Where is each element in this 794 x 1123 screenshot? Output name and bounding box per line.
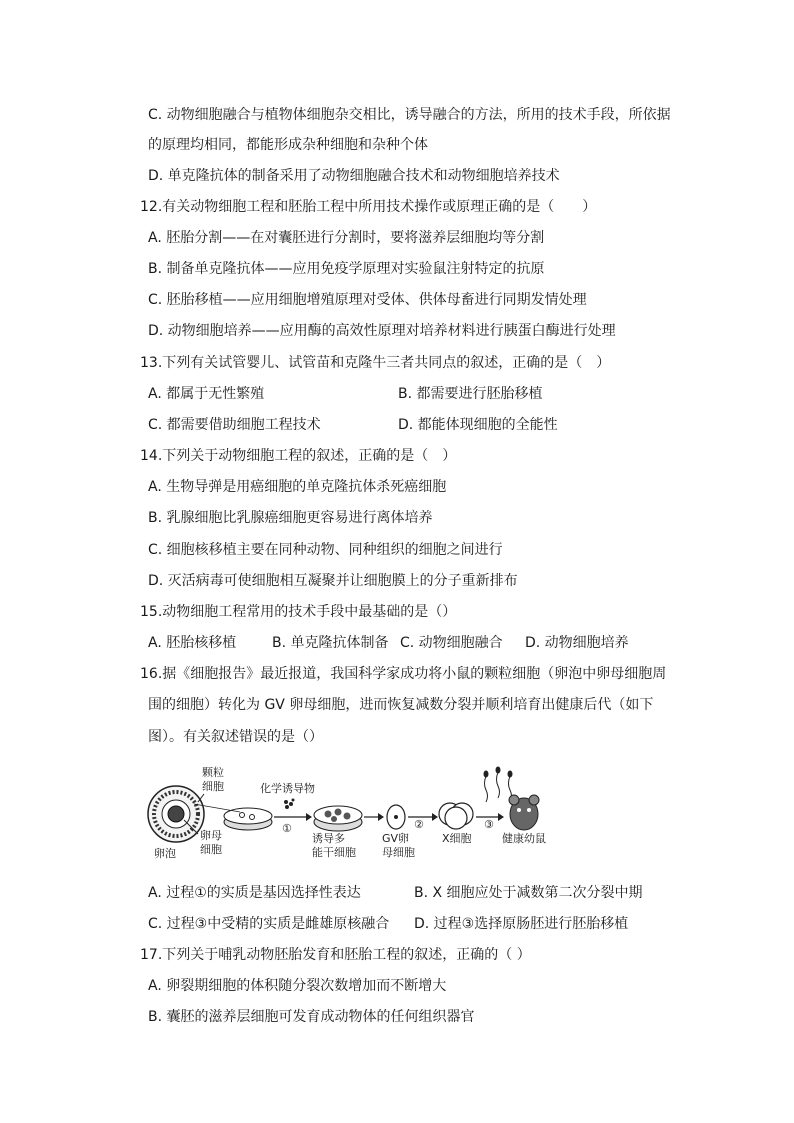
arrowhead-step-3	[498, 813, 504, 821]
q12-option-a: A. 胚胎分割——在对囊胚进行分割时，要将滋养层细胞均等分割	[148, 230, 545, 246]
q14-option-b: B. 乳腺细胞比乳腺癌细胞更容易进行离体培养	[148, 510, 433, 526]
follicle-drawing	[148, 786, 204, 842]
q16-option-d: D. 过程③选择原肠胚进行胚胎移植	[414, 916, 629, 932]
q16-stem-line2: 围的细胞）转化为 GV 卵母细胞，进而恢复减数分裂并顺利培育出健康后代（如下	[148, 697, 654, 713]
chemical-dots	[284, 799, 295, 810]
q14-option-d: D. 灭活病毒可使细胞相互凝聚并让细胞膜上的分子重新排布	[148, 573, 518, 589]
q14-option-a: A. 生物导弹是用癌细胞的单克隆抗体杀死癌细胞	[148, 479, 447, 495]
q15-option-b: B. 单克隆抗体制备	[272, 635, 389, 651]
q17-option-a: A. 卵裂期细胞的体积随分裂次数增加而不断增大	[148, 978, 447, 994]
q16-process-diagram	[146, 762, 556, 862]
q15-stem: 15.动物细胞工程常用的技术手段中最基础的是（）	[140, 604, 457, 620]
q13-option-b: B. 都需要进行胚胎移植	[398, 386, 543, 402]
q12-option-b: B. 制备单克隆抗体——应用免疫学原理对实验鼠注射特定的抗原	[148, 261, 545, 277]
q11-option-c-line1: C. 动物细胞融合与植物体细胞杂交相比，诱导融合的方法，所用的技术手段，所依据	[148, 107, 671, 123]
label-ips-2: 能干细胞	[312, 846, 356, 859]
q16-option-c: C. 过程③中受精的实质是雌雄原核融合	[148, 916, 390, 932]
arrowhead-to-gv	[378, 813, 384, 821]
q12-option-c: C. 胚胎移植——应用细胞增殖原理对受体、供体母畜进行同期发情处理	[148, 292, 587, 308]
label-step-2: ②	[414, 818, 424, 831]
label-ips-1: 诱导多	[312, 832, 345, 845]
x-cell-drawing	[439, 803, 473, 829]
label-x-cell: X细胞	[442, 832, 472, 845]
petri-dish-ips	[314, 806, 362, 831]
q12-option-d: D. 动物细胞培养——应用酶的高效性原理对培养材料进行胰蛋白酶进行处理	[148, 323, 616, 339]
q17-stem: 17.下列关于哺乳动物胚胎发育和胚胎工程的叙述，正确的（ ）	[140, 947, 531, 963]
q16-stem-line3: 图）。有关叙述错误的是（）	[148, 729, 323, 745]
petri-dish-granulosa	[224, 808, 272, 830]
q12-stem: 12.有关动物细胞工程和胚胎工程中所用技术操作或原理正确的是（ ）	[140, 199, 597, 215]
q16-option-a: A. 过程①的实质是基因选择性表达	[148, 885, 361, 901]
label-granule-1: 颗粒	[202, 766, 224, 779]
q13-option-a: A. 都属于无性繁殖	[148, 386, 265, 402]
q14-option-c: C. 细胞核移植主要在同种动物、同种组织的细胞之间进行	[148, 542, 503, 558]
sperm-drawing	[484, 767, 513, 803]
label-granule-2: 细胞	[202, 780, 224, 793]
q15-option-c: C. 动物细胞融合	[400, 635, 503, 651]
label-oocyte-1: 卵母	[200, 829, 222, 842]
label-gv-2: 母细胞	[382, 846, 415, 859]
label-follicle: 卵泡	[154, 847, 176, 860]
label-oocyte-2: 细胞	[200, 843, 222, 856]
q11-option-d: D. 单克隆抗体的制备采用了动物细胞融合技术和动物细胞培养技术	[148, 168, 560, 184]
label-step-3: ③	[484, 818, 494, 831]
q16-stem-line1: 16.据《细胞报告》最近报道，我国科学家成功将小鼠的颗粒细胞（卵泡中卵母细胞周	[140, 666, 667, 682]
arrowhead-step-2	[432, 813, 438, 821]
q11-option-c-line2: 的原理均相同，都能形成杂种细胞和杂种个体	[148, 137, 428, 153]
mouse-drawing	[509, 795, 539, 830]
q13-stem: 13.下列有关试管婴儿、试管苗和克隆牛三者共同点的叙述，正确的是（ ）	[140, 355, 611, 371]
q15-option-a: A. 胚胎核移植	[148, 635, 237, 651]
q15-option-d: D. 动物细胞培养	[525, 635, 629, 651]
q13-option-c: C. 都需要借助细胞工程技术	[148, 417, 321, 433]
q17-option-b: B. 囊胚的滋养层细胞可发育成动物体的任何组织器官	[148, 1009, 475, 1025]
q13-option-d: D. 都能体现细胞的全能性	[398, 417, 558, 433]
label-step-1: ①	[282, 822, 292, 835]
arrowhead-step-1	[306, 813, 312, 821]
q16-option-b: B. X 细胞应处于减数第二次分裂中期	[414, 885, 643, 901]
label-healthy-mouse: 健康幼鼠	[502, 832, 546, 845]
q14-stem: 14.下列关于动物细胞工程的叙述，正确的是（ ）	[140, 448, 457, 464]
gv-oocyte-drawing	[387, 805, 405, 829]
label-chemical-inducer: 化学诱导物	[260, 782, 315, 795]
label-gv-1: GV卵	[382, 832, 410, 845]
